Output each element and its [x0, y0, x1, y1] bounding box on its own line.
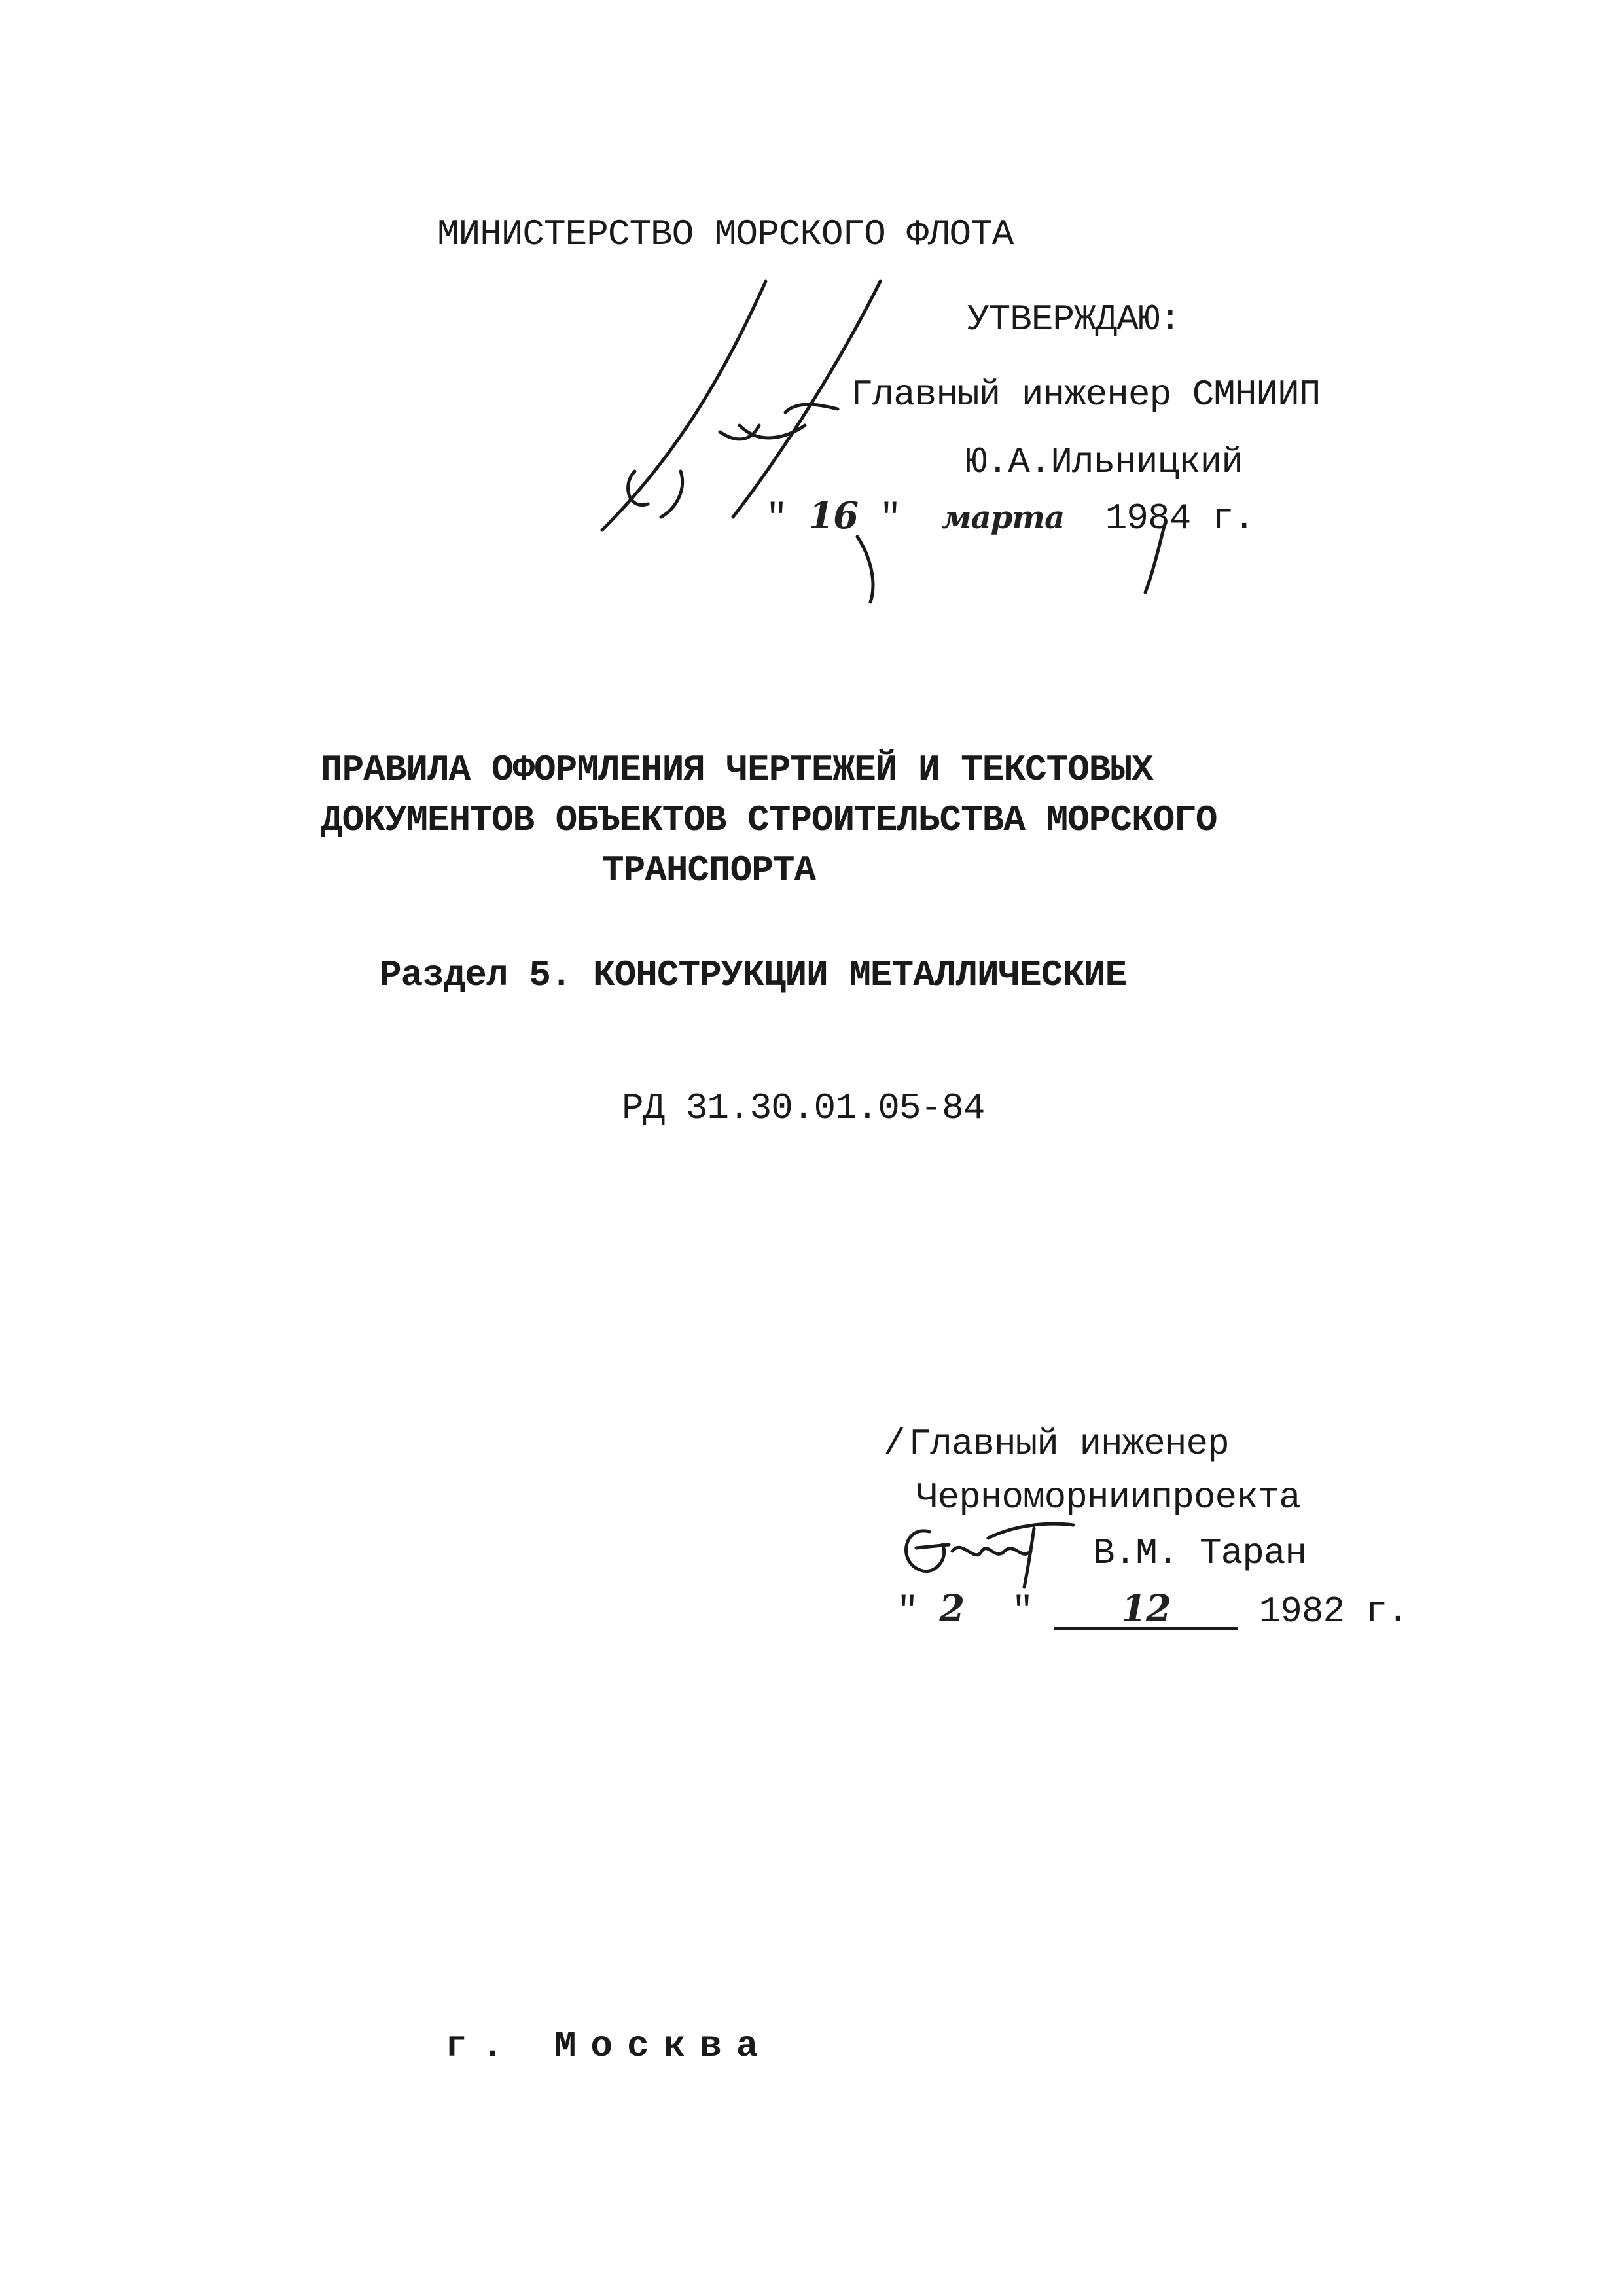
- developer-date-year: 1982 г.: [1258, 1590, 1408, 1632]
- document-code: РД 31.30.01.05-84: [622, 1087, 985, 1129]
- approval-date-close-quote: ": [879, 497, 901, 539]
- developer-position-text: Главный инженер: [908, 1423, 1229, 1465]
- city: г. Москва: [445, 2025, 773, 2067]
- approval-year-handstroke: [1139, 517, 1178, 596]
- approver-signature: [589, 275, 916, 615]
- approver-position-handwritten: Главный: [851, 374, 1001, 416]
- ministry-name: МИНИСТЕРСТВО МОРСКОГО ФЛОТА: [437, 213, 1014, 255]
- developer-signature: [890, 1512, 1086, 1590]
- doc-title-line-2: ДОКУМЕНТОВ ОБЪЕКТОВ СТРОИТЕЛЬСТВА МОРСКОГО: [321, 799, 1217, 841]
- developer-name: В.М. Таран: [1093, 1532, 1307, 1574]
- approver-name: Ю.А.Ильницкий: [965, 441, 1243, 483]
- approval-date-month: марта: [941, 499, 1065, 536]
- developer-organization: Черноморниипроекта: [916, 1477, 1300, 1518]
- doc-title-line-3: ТРАНСПОРТА: [602, 850, 816, 891]
- approver-position: [851, 374, 1321, 416]
- developer-date: [897, 1587, 1408, 1632]
- approver-position-typed: инженер СМНИИП: [1021, 374, 1321, 416]
- doc-title-line-1: ПРАВИЛА ОФОРМЛЕНИЯ ЧЕРТЕЖЕЙ И ТЕКСТОВЫХ: [321, 749, 1153, 791]
- approval-date-day: 16: [808, 494, 859, 537]
- developer-date-day: 2: [939, 1587, 965, 1630]
- developer-position: / Главный инженер: [883, 1423, 1229, 1465]
- approval-date-year-suffix: г.: [1211, 497, 1255, 539]
- developer-date-month: 12: [1054, 1590, 1238, 1630]
- section-title: Раздел 5. КОНСТРУКЦИИ МЕТАЛЛИЧЕСКИЕ: [380, 954, 1127, 996]
- approval-date-year: 1984: [1105, 497, 1191, 539]
- approval-heading: УТВЕРЖДАЮ:: [967, 298, 1181, 340]
- developer-date-open-quote: ": [897, 1590, 918, 1632]
- approval-date-open-quote: ": [766, 497, 787, 539]
- developer-date-close-quote: ": [1011, 1590, 1033, 1632]
